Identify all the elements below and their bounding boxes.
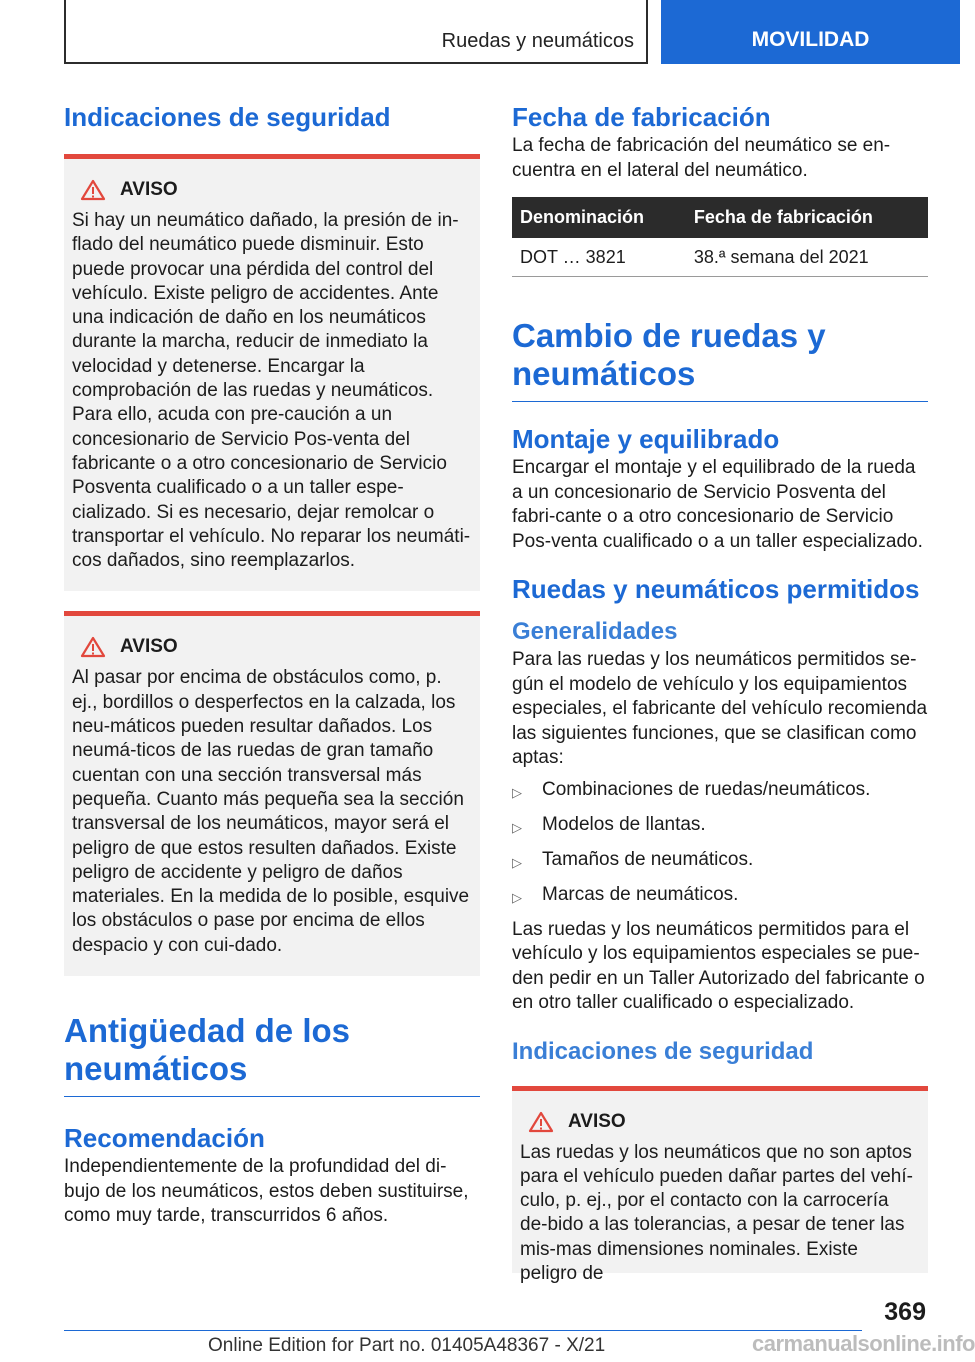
table-cell: DOT … 3821: [512, 238, 686, 277]
page-number: 369: [884, 1298, 926, 1326]
permitted-functions-list: [512, 778, 928, 910]
table-header: Fecha de fabricación: [686, 197, 928, 238]
triangle-bullet-icon: ▷: [512, 819, 522, 835]
general-heading: Generalidades: [512, 618, 678, 645]
notice-text: Si hay un neumático dañado, la presión de in-flado del neumático puede disminuir. Esto puede provocar una pérdida del control del vehículo. Existe peligro de accidentes. Ante una indicación de daño en los neumáticos durante la marcha, reducir de inmediato la velocidad y detenerse. Encargar la comprobación de las ruedas y neumáticos. Para ello, acuda con pre-caución a un concesionario de Servicio Pos-venta del fabricante o a otro concesionario de Servicio Posventa cualificado o a un taller espe-cializado. Si es necesario, dejar remolcar o transportar el vehículo. No reparar los neumáti-cos dañados, sino reemplazarlos.: [72, 210, 471, 572]
mounting-heading: Montaje y equilibrado: [512, 424, 780, 454]
footer-edition: Online Edition for Part no. 01405A48367 - X/21: [208, 1335, 606, 1356]
dot-table: [512, 197, 928, 277]
list-item: ▷ Tamaños de neumáticos.: [512, 848, 928, 875]
warning-notice-1: [64, 154, 480, 591]
right-column: [512, 100, 928, 1284]
table-row: [512, 238, 928, 277]
header-chapter-tab[interactable]: MOVILIDAD: [661, 0, 960, 64]
list-item: ▷ Marcas de neumáticos.: [512, 883, 928, 910]
table-cell: 38.ª semana del 2021: [686, 238, 928, 277]
after-list-text: Las ruedas y los neumáticos permitidos para el vehículo y los equipamientos especiales se pue-den pedir en un Taller Autorizado del fabricante o en otro taller cualificado o especializado.: [512, 918, 925, 1013]
list-item: ▷ Modelos de llantas.: [512, 813, 928, 840]
left-column: [64, 100, 480, 1229]
warning-notice-2: [64, 611, 480, 976]
recommendation-text: Independientemente de la profundidad del di-bujo de los neumáticos, estos deben sustituirse, como muy tarde, transcurridos 6 años.: [64, 1156, 469, 1227]
warning-triangle-icon: [80, 179, 106, 201]
triangle-bullet-icon: ▷: [512, 854, 522, 870]
notice-text: Las ruedas y los neumáticos que no son aptos para el vehículo pueden dañar partes del vehí-culo, p. ej., por el contacto con la carrocería de-bido a las tolerancias, a pesar de tener las mis-mas dimensiones nominales. Existe peligro de: [520, 1141, 913, 1284]
warning-notice-3: [512, 1086, 928, 1284]
notice-label: AVISO: [568, 1110, 626, 1132]
header-section-box: [64, 0, 648, 64]
mounting-text: Encargar el montaje y el equilibrado de la rueda a un concesionario de Servicio Posventa del fabri-cante o a otro concesionario de Servicio Pos-venta cualificado o a un taller especializado.: [512, 457, 923, 552]
notice-label: AVISO: [120, 636, 178, 658]
warning-triangle-icon: [528, 1111, 554, 1133]
recommendation-heading: Recomendación: [64, 1123, 265, 1154]
manufacture-date-text: La fecha de fabricación del neumático se en-cuentra en el lateral del neumático.: [512, 135, 891, 181]
header-section-title: Ruedas y neumáticos: [441, 30, 634, 52]
wheel-change-heading: Cambio de ruedas y neumáticos: [512, 317, 928, 402]
general-text: Para las ruedas y los neumáticos permitidos se-gún el modelo de vehículo y los equipamientos especiales, el fabricante del vehículo recomienda las siguientes funciones, que se clasifican como aptas:: [512, 649, 928, 768]
allowed-wheels-heading: Ruedas y neumáticos permitidos: [512, 574, 920, 604]
triangle-bullet-icon: ▷: [512, 784, 522, 800]
warning-triangle-icon: [80, 636, 106, 658]
footer-divider: [64, 1330, 862, 1331]
safety-subheading: Indicaciones de seguridad: [512, 1037, 814, 1065]
manufacture-date-heading: Fecha de fabricación: [512, 102, 771, 132]
safety-heading: Indicaciones de seguridad: [64, 102, 391, 132]
notice-label: AVISO: [120, 179, 178, 200]
notice-text: Al pasar por encima de obstáculos como, p. ej., bordillos o desperfectos en la calzada, los neu-máticos pueden resultar dañados. Los neumá-ticos de las ruedas de gran tamaño cuentan con una sección transversal más pequeña. Cuanto más pequeña sea la sección transversal de los neumáticos, mayor será el peligro de que estos resulten dañados. Existe peligro de accidente y peligro de daños materiales. En la medida de lo posible, esquive los obstáculos o pase por encima de ellos despacio y con cui-dado.: [72, 667, 470, 956]
triangle-bullet-icon: ▷: [512, 889, 522, 905]
table-header: Denominación: [512, 197, 686, 238]
watermark: carmanualsonline.info: [752, 1331, 975, 1356]
tire-age-heading: Antigüedad de los neumáticos: [64, 1012, 480, 1097]
list-item: ▷ Combinaciones de ruedas/neumáticos.: [512, 778, 928, 805]
